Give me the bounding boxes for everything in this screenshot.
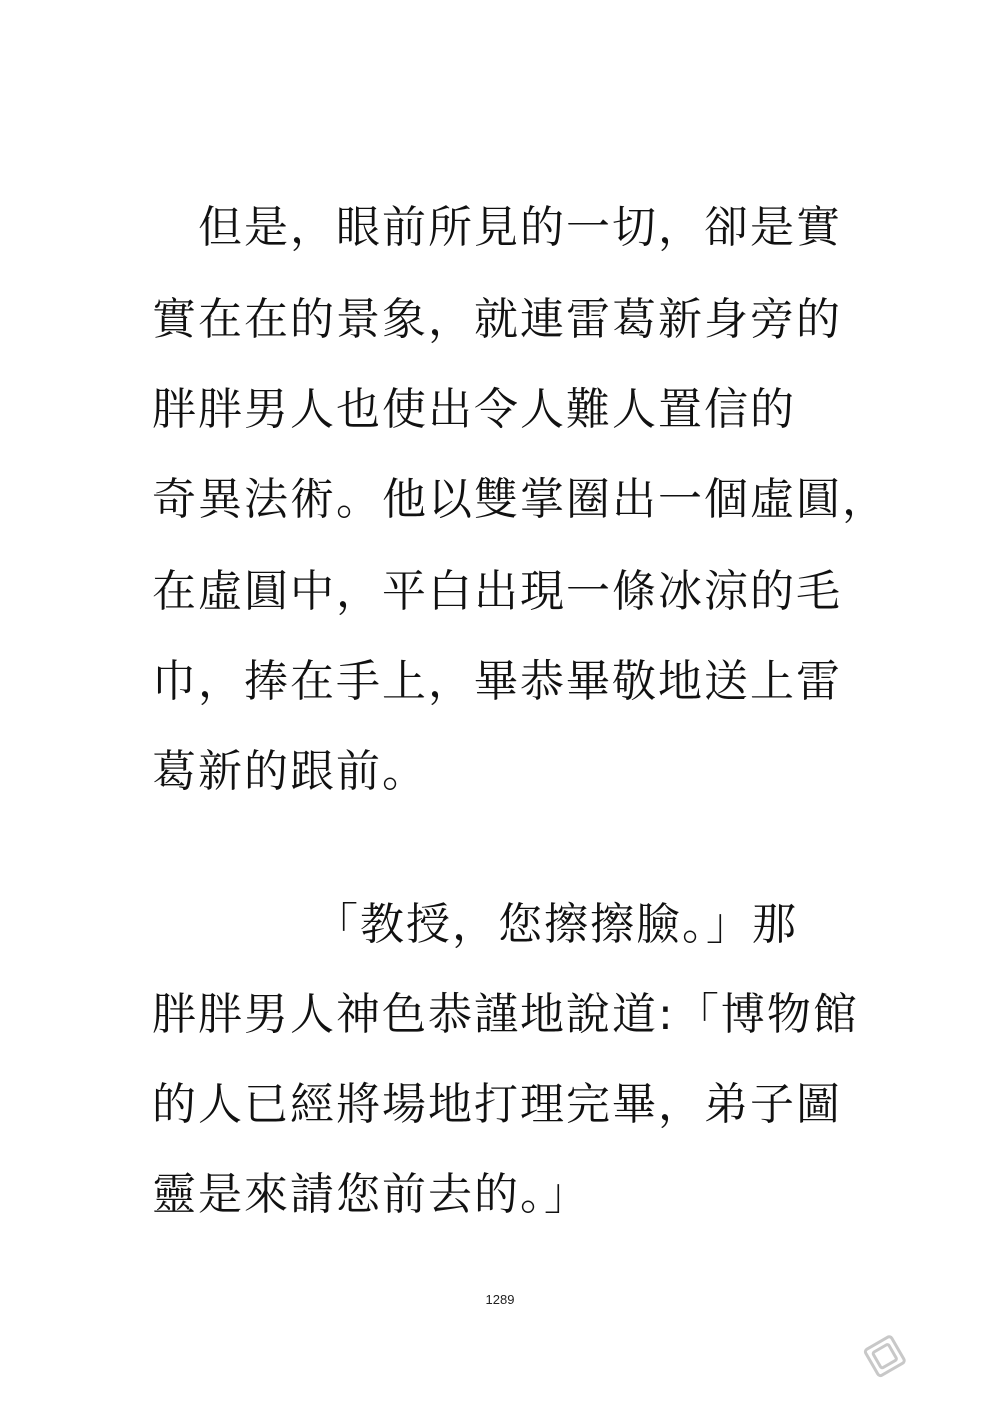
text-line: 但是，眼前所見的一切，卻是實	[152, 202, 842, 253]
page-number: 1289	[485, 1292, 515, 1307]
text-line: 靈是來請您前去的。」	[152, 1169, 590, 1220]
text-line: 巾，捧在手上，畢恭畢敬地送上雷	[152, 656, 842, 707]
text-line: 「教授，您擦擦臉。」那	[152, 899, 798, 950]
text-line: 的人已經將場地打理完畢，弟子圖	[152, 1079, 842, 1130]
text-line: 奇異法術。他以雙掌圈出一個虛圓，	[152, 474, 888, 525]
text-line: 胖胖男人神色恭謹地說道:「博物館	[152, 989, 859, 1040]
text-line: 實在在的景象，就連雷葛新身旁的	[152, 294, 842, 345]
text-line: 在虛圓中，平白出現一條冰涼的毛	[152, 566, 842, 617]
text-line: 葛新的跟前。	[152, 746, 428, 797]
watermark-logo	[858, 1262, 998, 1412]
text-line: 胖胖男人也使出令人難人置信的	[152, 384, 796, 435]
